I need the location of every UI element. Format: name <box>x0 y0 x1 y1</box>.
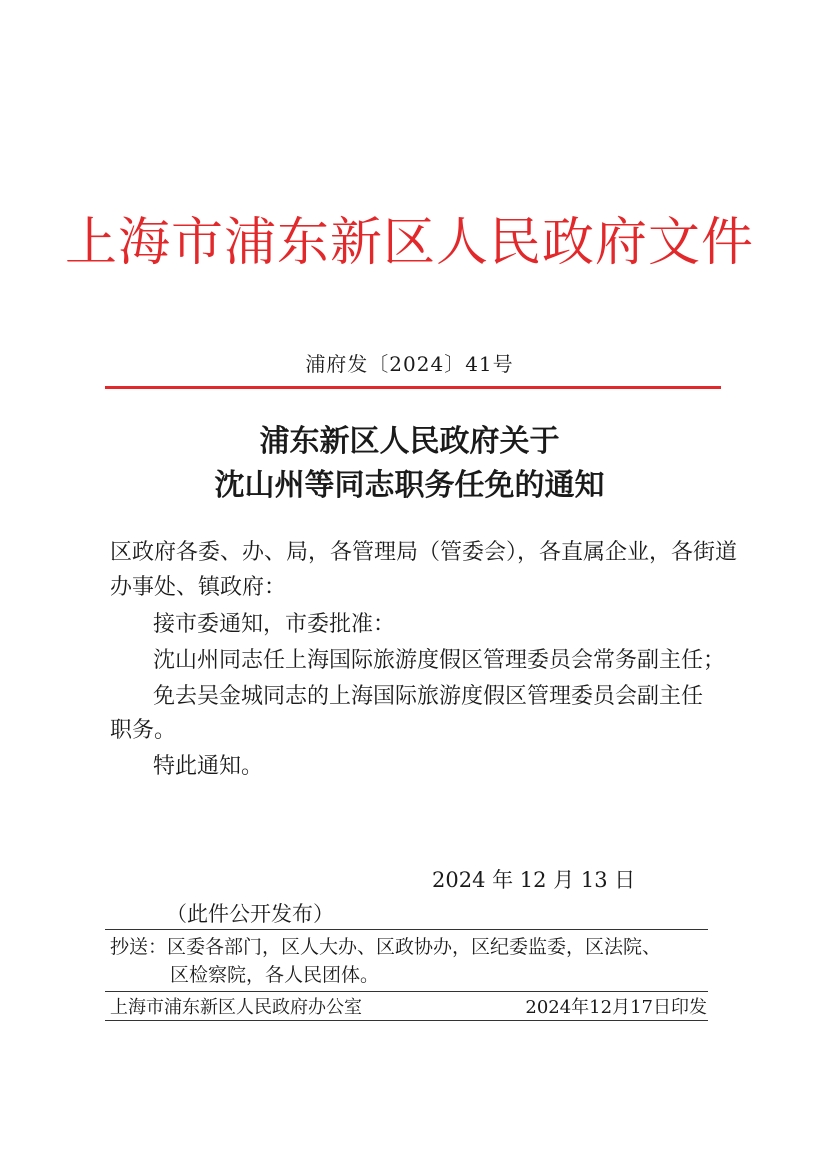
public-release-note: （此件公开发布） <box>166 902 334 926</box>
paragraph-closing: 特此通知。 <box>153 754 264 779</box>
signature-date: 2024 年 12 月 13 日 <box>432 868 636 892</box>
notice-title-line-2: 沈山州等同志职务任免的通知 <box>214 468 605 503</box>
paragraph-removal-line-1: 免去吴金城同志的上海国际旅游度假区管理委员会副主任 <box>153 684 704 709</box>
paragraph-approval: 接市委通知，市委批准： <box>153 612 396 637</box>
cc-line-1: 抄送：区委各部门，区人大办、区政协办，区纪委监委，区法院、 <box>110 936 662 958</box>
footer-rule-top <box>105 929 708 930</box>
document-number: 浦府发〔2024〕41号 <box>305 352 514 376</box>
notice-title-line-1: 浦东新区人民政府关于 <box>259 424 560 459</box>
footer-rule-bottom <box>105 1020 708 1021</box>
issuing-office: 上海市浦东新区人民政府办公室 <box>110 997 362 1018</box>
footer-rule-middle <box>105 991 708 992</box>
cc-line-2: 区检察院，各人民团体。 <box>170 964 380 986</box>
recipients-line-1: 区政府各委、办、局，各管理局（管委会），各直属企业，各街道 <box>110 540 738 565</box>
paragraph-appointment: 沈山州同志任上海国际旅游度假区管理委员会常务副主任； <box>153 648 726 673</box>
document-header-title: 上海市浦东新区人民政府文件 <box>64 213 754 273</box>
red-divider <box>105 386 721 389</box>
print-date: 2024年12月17日印发 <box>525 997 707 1018</box>
paragraph-removal-line-2: 职务。 <box>110 718 177 743</box>
recipients-line-2: 办事处、镇政府： <box>110 575 287 600</box>
